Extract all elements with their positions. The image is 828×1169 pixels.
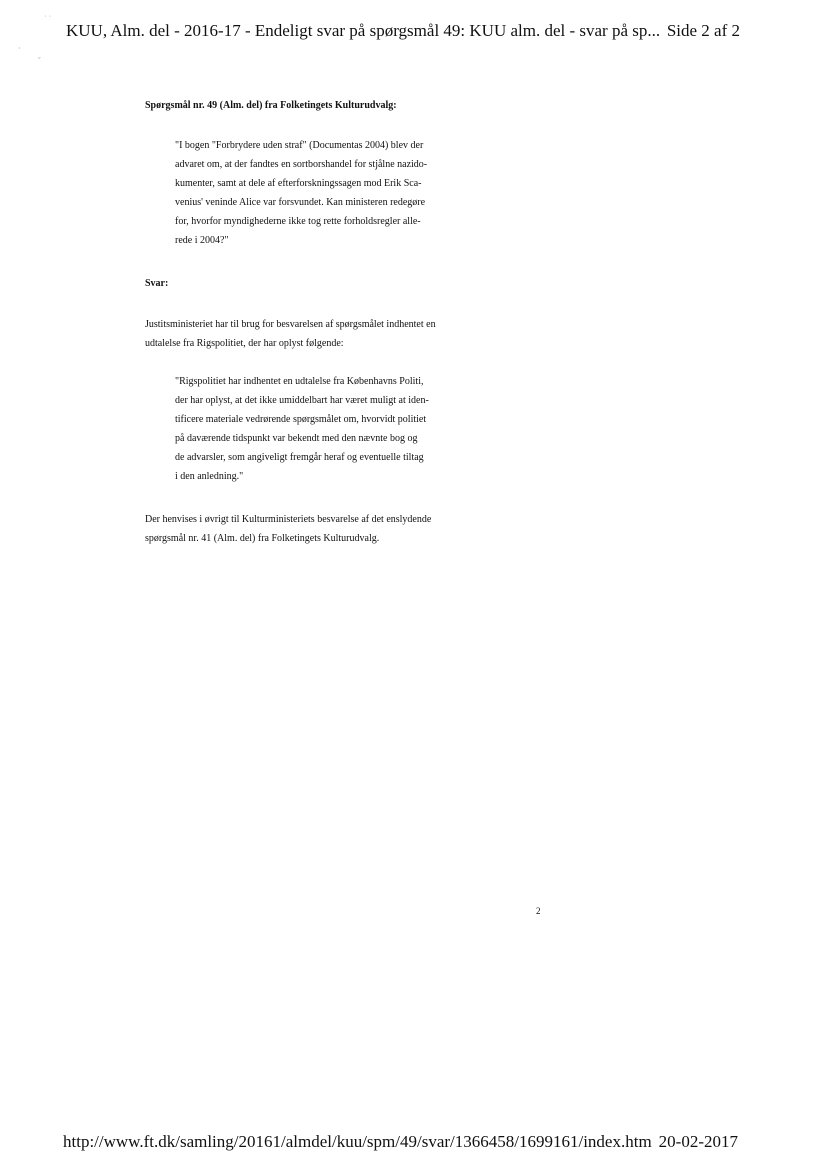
answer-intro-line: udtalelse fra Rigspolitiet, der har oplyst følgende: — [145, 338, 344, 349]
question-heading: Spørgsmål nr. 49 (Alm. del) fra Folketingets Kulturudvalg: — [145, 100, 397, 111]
question-line: for, hvorfor myndighederne ikke tog rette forholdsregler alle- — [175, 216, 421, 227]
question-quote — [175, 136, 505, 250]
answer-closing-line: spørgsmål nr. 41 (Alm. del) fra Folketingets Kulturudvalg. — [145, 533, 380, 544]
answer-closing — [145, 510, 515, 548]
answer-quote-line: tificere materiale vedrørende spørgsmålet om, hvorvidt politiet — [175, 414, 427, 425]
scan-speck: · — [18, 44, 21, 53]
answer-heading: Svar: — [145, 278, 169, 289]
answer-intro-line: Justitsministeriet har til brug for besvarelsen af spørgsmålet indhentet en — [145, 319, 436, 330]
answer-quote — [175, 372, 505, 486]
scan-speck: ˙ ˙ — [44, 14, 52, 23]
question-line: kumenter, samt at dele af efterforskningssagen mod Erik Sca- — [175, 178, 422, 189]
document-title: KUU, Alm. del - 2016-17 - Endeligt svar på spørgsmål 49: KUU alm. del - svar på sp... — [66, 21, 661, 40]
answer-quote-line: "Rigspolitiet har indhentet en udtalelse fra Københavns Politi, — [175, 376, 424, 387]
answer-quote-line: de advarsler, som angiveligt fremgår heraf og eventuelle tiltag — [175, 452, 424, 463]
answer-quote-line: der har oplyst, at det ikke umiddelbart har været muligt at iden- — [175, 395, 429, 406]
answer-quote-line: i den anledning." — [175, 471, 244, 482]
answer-quote-line: på daværende tidspunkt var bekendt med den nævnte bog og — [175, 433, 418, 444]
folio-number: 2 — [536, 906, 541, 916]
question-line: advaret om, at der fandtes en sortborshandel for stjålne nazido- — [175, 159, 428, 170]
answer-closing-line: Der henvises i øvrigt til Kulturministeriets besvarelse af det enslydende — [145, 514, 432, 525]
question-line: "I bogen "Forbrydere uden straf" (Documentas 2004) blev der — [175, 140, 424, 151]
scan-speck: ˇ — [38, 56, 41, 65]
print-date: 20-02-2017 — [658, 1132, 738, 1151]
source-url: http://www.ft.dk/samling/20161/almdel/kuu/spm/49/svar/1366458/1699161/index.htm — [63, 1132, 652, 1151]
answer-intro — [145, 315, 515, 353]
page-indicator: Side 2 af 2 — [666, 21, 740, 40]
question-line: venius' veninde Alice var forsvundet. Kan ministeren redegøre — [175, 197, 426, 208]
question-line: rede i 2004?" — [175, 235, 229, 246]
